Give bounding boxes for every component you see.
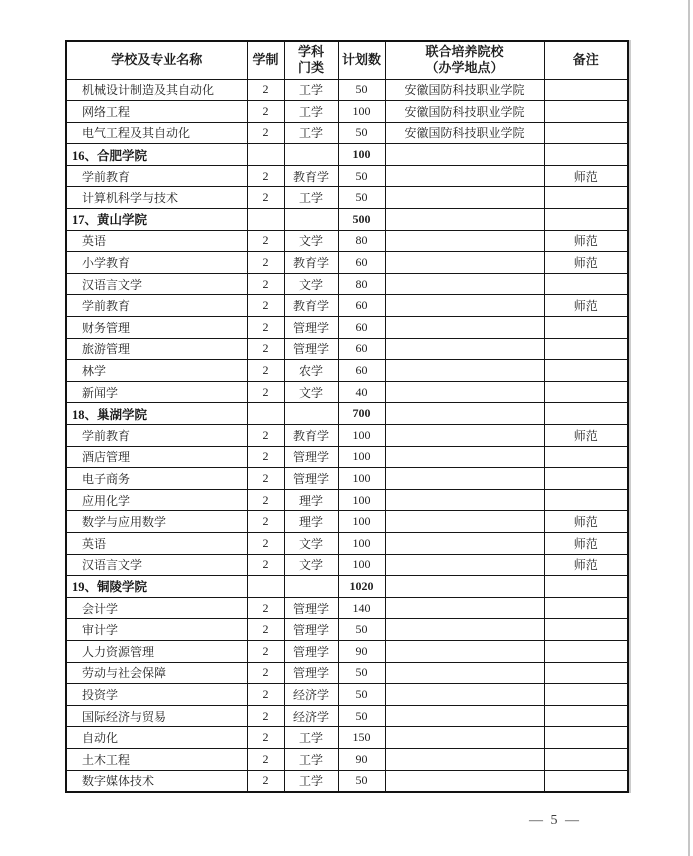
cell-plan-count: 50 <box>338 662 385 684</box>
cell-school-major: 财务管理 <box>66 317 247 339</box>
cell-duration <box>247 144 284 166</box>
cell-plan-count: 700 <box>338 403 385 425</box>
cell-school-major: 18、巢湖学院 <box>66 403 247 425</box>
cell-note <box>544 187 628 209</box>
table-row <box>66 252 628 274</box>
cell-partner-school <box>385 317 544 339</box>
cell-school-major: 学前教育 <box>66 165 247 187</box>
table-row <box>66 576 628 598</box>
table-row <box>66 165 628 187</box>
table-row <box>66 597 628 619</box>
cell-duration: 2 <box>247 727 284 749</box>
cell-plan-count: 60 <box>338 252 385 274</box>
cell-partner-school <box>385 576 544 598</box>
cell-partner-school <box>385 684 544 706</box>
cell-discipline: 工学 <box>284 101 338 123</box>
cell-school-major: 人力资源管理 <box>66 640 247 662</box>
table-row <box>66 705 628 727</box>
table-row <box>66 317 628 339</box>
cell-duration: 2 <box>247 705 284 727</box>
cell-duration: 2 <box>247 554 284 576</box>
cell-plan-count: 100 <box>338 532 385 554</box>
cell-duration: 2 <box>247 662 284 684</box>
cell-plan-count: 100 <box>338 489 385 511</box>
cell-school-major: 学前教育 <box>66 425 247 447</box>
cell-duration: 2 <box>247 532 284 554</box>
cell-discipline: 管理学 <box>284 468 338 490</box>
cell-plan-count: 60 <box>338 360 385 382</box>
cell-plan-count: 80 <box>338 230 385 252</box>
enrollment-plan-table <box>65 40 629 793</box>
cell-duration: 2 <box>247 446 284 468</box>
cell-note <box>544 684 628 706</box>
cell-discipline: 农学 <box>284 360 338 382</box>
cell-plan-count: 100 <box>338 554 385 576</box>
cell-duration: 2 <box>247 79 284 101</box>
cell-discipline: 教育学 <box>284 425 338 447</box>
cell-note <box>544 489 628 511</box>
cell-partner-school <box>385 381 544 403</box>
cell-note <box>544 662 628 684</box>
cell-school-major: 计算机科学与技术 <box>66 187 247 209</box>
cell-duration: 2 <box>247 252 284 274</box>
cell-discipline: 教育学 <box>284 295 338 317</box>
cell-note <box>544 770 628 792</box>
cell-note: 师范 <box>544 511 628 533</box>
cell-partner-school <box>385 727 544 749</box>
table-row <box>66 511 628 533</box>
cell-discipline <box>284 144 338 166</box>
cell-duration: 2 <box>247 425 284 447</box>
cell-note <box>544 446 628 468</box>
cell-note <box>544 360 628 382</box>
cell-discipline <box>284 209 338 231</box>
cell-note <box>544 209 628 231</box>
cell-discipline: 文学 <box>284 554 338 576</box>
header-note: 备注 <box>544 41 628 79</box>
cell-discipline: 管理学 <box>284 446 338 468</box>
cell-note <box>544 727 628 749</box>
table-row <box>66 727 628 749</box>
cell-plan-count: 50 <box>338 122 385 144</box>
cell-note <box>544 748 628 770</box>
table-row <box>66 446 628 468</box>
cell-school-major: 汉语言文学 <box>66 273 247 295</box>
header-partner-line2: （办学地点） <box>425 60 504 76</box>
cell-partner-school <box>385 295 544 317</box>
cell-partner-school <box>385 230 544 252</box>
cell-partner-school <box>385 273 544 295</box>
cell-note: 师范 <box>544 532 628 554</box>
cell-partner-school <box>385 446 544 468</box>
cell-partner-school: 安徽国防科技职业学院 <box>385 79 544 101</box>
table-row <box>66 338 628 360</box>
cell-school-major: 电气工程及其自动化 <box>66 122 247 144</box>
cell-duration: 2 <box>247 338 284 360</box>
table-row <box>66 403 628 425</box>
cell-school-major: 自动化 <box>66 727 247 749</box>
table-row <box>66 360 628 382</box>
cell-school-major: 会计学 <box>66 597 247 619</box>
cell-discipline: 理学 <box>284 511 338 533</box>
header-school-major: 学校及专业名称 <box>66 41 247 79</box>
cell-discipline: 工学 <box>284 122 338 144</box>
cell-discipline: 管理学 <box>284 619 338 641</box>
table-row <box>66 295 628 317</box>
cell-duration: 2 <box>247 619 284 641</box>
cell-duration: 2 <box>247 101 284 123</box>
cell-school-major: 机械设计制造及其自动化 <box>66 79 247 101</box>
table-row <box>66 468 628 490</box>
cell-discipline: 管理学 <box>284 317 338 339</box>
cell-partner-school <box>385 360 544 382</box>
cell-plan-count: 80 <box>338 273 385 295</box>
header-discipline-line2: 门类 <box>297 60 324 76</box>
table-row <box>66 273 628 295</box>
scan-edge-artifact <box>688 0 690 856</box>
cell-school-major: 国际经济与贸易 <box>66 705 247 727</box>
cell-duration: 2 <box>247 748 284 770</box>
cell-plan-count: 140 <box>338 597 385 619</box>
cell-duration: 2 <box>247 230 284 252</box>
header-discipline-line1: 学科 <box>297 44 324 59</box>
cell-partner-school <box>385 597 544 619</box>
cell-plan-count: 50 <box>338 684 385 706</box>
table-row <box>66 619 628 641</box>
cell-duration: 2 <box>247 360 284 382</box>
cell-school-major: 小学教育 <box>66 252 247 274</box>
cell-note <box>544 597 628 619</box>
table-row <box>66 79 628 101</box>
cell-plan-count: 60 <box>338 295 385 317</box>
cell-discipline: 文学 <box>284 381 338 403</box>
cell-plan-count: 60 <box>338 317 385 339</box>
table-row <box>66 554 628 576</box>
cell-school-major: 汉语言文学 <box>66 554 247 576</box>
cell-partner-school <box>385 619 544 641</box>
cell-plan-count: 50 <box>338 705 385 727</box>
cell-discipline: 工学 <box>284 79 338 101</box>
cell-partner-school <box>385 468 544 490</box>
table-row <box>66 144 628 166</box>
cell-school-major: 数字媒体技术 <box>66 770 247 792</box>
cell-partner-school: 安徽国防科技职业学院 <box>385 101 544 123</box>
cell-note <box>544 79 628 101</box>
cell-duration: 2 <box>247 489 284 511</box>
header-partner-school <box>385 41 544 79</box>
cell-school-major: 19、铜陵学院 <box>66 576 247 598</box>
cell-school-major: 英语 <box>66 532 247 554</box>
table-row <box>66 489 628 511</box>
cell-discipline: 工学 <box>284 748 338 770</box>
cell-school-major: 投资学 <box>66 684 247 706</box>
cell-note <box>544 101 628 123</box>
cell-discipline: 管理学 <box>284 597 338 619</box>
cell-school-major: 新闻学 <box>66 381 247 403</box>
table-row <box>66 101 628 123</box>
cell-discipline: 工学 <box>284 727 338 749</box>
cell-duration: 2 <box>247 597 284 619</box>
table-row <box>66 770 628 792</box>
cell-partner-school <box>385 187 544 209</box>
cell-plan-count: 100 <box>338 468 385 490</box>
cell-school-major: 学前教育 <box>66 295 247 317</box>
cell-plan-count: 50 <box>338 770 385 792</box>
cell-note: 师范 <box>544 165 628 187</box>
cell-note <box>544 705 628 727</box>
table-row <box>66 381 628 403</box>
table-row <box>66 425 628 447</box>
cell-partner-school <box>385 403 544 425</box>
cell-plan-count: 1020 <box>338 576 385 598</box>
header-discipline <box>284 41 338 79</box>
cell-plan-count: 50 <box>338 187 385 209</box>
cell-partner-school <box>385 252 544 274</box>
cell-duration: 2 <box>247 122 284 144</box>
cell-school-major: 应用化学 <box>66 489 247 511</box>
cell-partner-school <box>385 209 544 231</box>
cell-note: 师范 <box>544 252 628 274</box>
cell-school-major: 旅游管理 <box>66 338 247 360</box>
cell-discipline: 文学 <box>284 273 338 295</box>
cell-plan-count: 50 <box>338 165 385 187</box>
cell-partner-school <box>385 748 544 770</box>
cell-note <box>544 338 628 360</box>
table-row <box>66 187 628 209</box>
cell-note <box>544 381 628 403</box>
cell-duration: 2 <box>247 273 284 295</box>
cell-plan-count: 90 <box>338 640 385 662</box>
table-header-row <box>66 41 628 79</box>
table-header <box>66 41 628 79</box>
cell-plan-count: 500 <box>338 209 385 231</box>
table-row <box>66 230 628 252</box>
cell-note: 师范 <box>544 230 628 252</box>
cell-partner-school <box>385 532 544 554</box>
table-row <box>66 122 628 144</box>
cell-school-major: 林学 <box>66 360 247 382</box>
cell-discipline: 经济学 <box>284 705 338 727</box>
cell-note <box>544 640 628 662</box>
cell-discipline: 工学 <box>284 187 338 209</box>
cell-duration: 2 <box>247 317 284 339</box>
cell-plan-count: 100 <box>338 446 385 468</box>
cell-plan-count: 150 <box>338 727 385 749</box>
cell-school-major: 土木工程 <box>66 748 247 770</box>
table-row <box>66 684 628 706</box>
cell-duration: 2 <box>247 187 284 209</box>
cell-discipline: 经济学 <box>284 684 338 706</box>
cell-school-major: 数学与应用数学 <box>66 511 247 533</box>
cell-school-major: 审计学 <box>66 619 247 641</box>
table-body <box>66 79 628 792</box>
cell-discipline: 管理学 <box>284 338 338 360</box>
cell-note <box>544 576 628 598</box>
cell-partner-school <box>385 165 544 187</box>
cell-discipline: 教育学 <box>284 252 338 274</box>
table-row <box>66 209 628 231</box>
cell-discipline <box>284 403 338 425</box>
cell-discipline: 文学 <box>284 532 338 554</box>
cell-plan-count: 100 <box>338 144 385 166</box>
cell-partner-school <box>385 338 544 360</box>
cell-duration: 2 <box>247 468 284 490</box>
cell-note <box>544 122 628 144</box>
cell-school-major: 酒店管理 <box>66 446 247 468</box>
cell-partner-school <box>385 425 544 447</box>
header-plan-count: 计划数 <box>338 41 385 79</box>
cell-duration: 2 <box>247 381 284 403</box>
cell-school-major: 劳动与社会保障 <box>66 662 247 684</box>
cell-partner-school <box>385 705 544 727</box>
cell-note <box>544 317 628 339</box>
header-duration: 学制 <box>247 41 284 79</box>
cell-discipline: 工学 <box>284 770 338 792</box>
table-row <box>66 748 628 770</box>
cell-duration <box>247 403 284 425</box>
cell-note <box>544 468 628 490</box>
cell-partner-school <box>385 489 544 511</box>
header-partner-line1: 联合培养院校 <box>425 44 504 59</box>
cell-partner-school <box>385 511 544 533</box>
cell-school-major: 英语 <box>66 230 247 252</box>
cell-school-major: 网络工程 <box>66 101 247 123</box>
cell-plan-count: 50 <box>338 79 385 101</box>
cell-note <box>544 619 628 641</box>
cell-partner-school <box>385 554 544 576</box>
cell-partner-school <box>385 144 544 166</box>
cell-discipline: 教育学 <box>284 165 338 187</box>
cell-discipline: 文学 <box>284 230 338 252</box>
table-row <box>66 662 628 684</box>
cell-discipline <box>284 576 338 598</box>
cell-duration: 2 <box>247 511 284 533</box>
cell-partner-school <box>385 770 544 792</box>
table-row <box>66 640 628 662</box>
cell-duration <box>247 576 284 598</box>
cell-partner-school <box>385 640 544 662</box>
cell-plan-count: 60 <box>338 338 385 360</box>
cell-duration: 2 <box>247 165 284 187</box>
cell-plan-count: 100 <box>338 511 385 533</box>
cell-duration: 2 <box>247 640 284 662</box>
page-number: — 5 — <box>529 813 581 828</box>
cell-school-major: 17、黄山学院 <box>66 209 247 231</box>
cell-school-major: 电子商务 <box>66 468 247 490</box>
cell-discipline: 理学 <box>284 489 338 511</box>
cell-note <box>544 403 628 425</box>
cell-plan-count: 100 <box>338 101 385 123</box>
cell-duration: 2 <box>247 684 284 706</box>
table-row <box>66 532 628 554</box>
cell-partner-school <box>385 662 544 684</box>
cell-duration: 2 <box>247 770 284 792</box>
cell-discipline: 管理学 <box>284 662 338 684</box>
cell-school-major: 16、合肥学院 <box>66 144 247 166</box>
cell-note <box>544 144 628 166</box>
cell-note: 师范 <box>544 425 628 447</box>
cell-note: 师范 <box>544 554 628 576</box>
cell-note: 师范 <box>544 295 628 317</box>
cell-plan-count: 50 <box>338 619 385 641</box>
cell-plan-count: 100 <box>338 425 385 447</box>
cell-discipline: 管理学 <box>284 640 338 662</box>
cell-plan-count: 90 <box>338 748 385 770</box>
cell-note <box>544 273 628 295</box>
cell-duration: 2 <box>247 295 284 317</box>
cell-duration <box>247 209 284 231</box>
cell-plan-count: 40 <box>338 381 385 403</box>
cell-partner-school: 安徽国防科技职业学院 <box>385 122 544 144</box>
